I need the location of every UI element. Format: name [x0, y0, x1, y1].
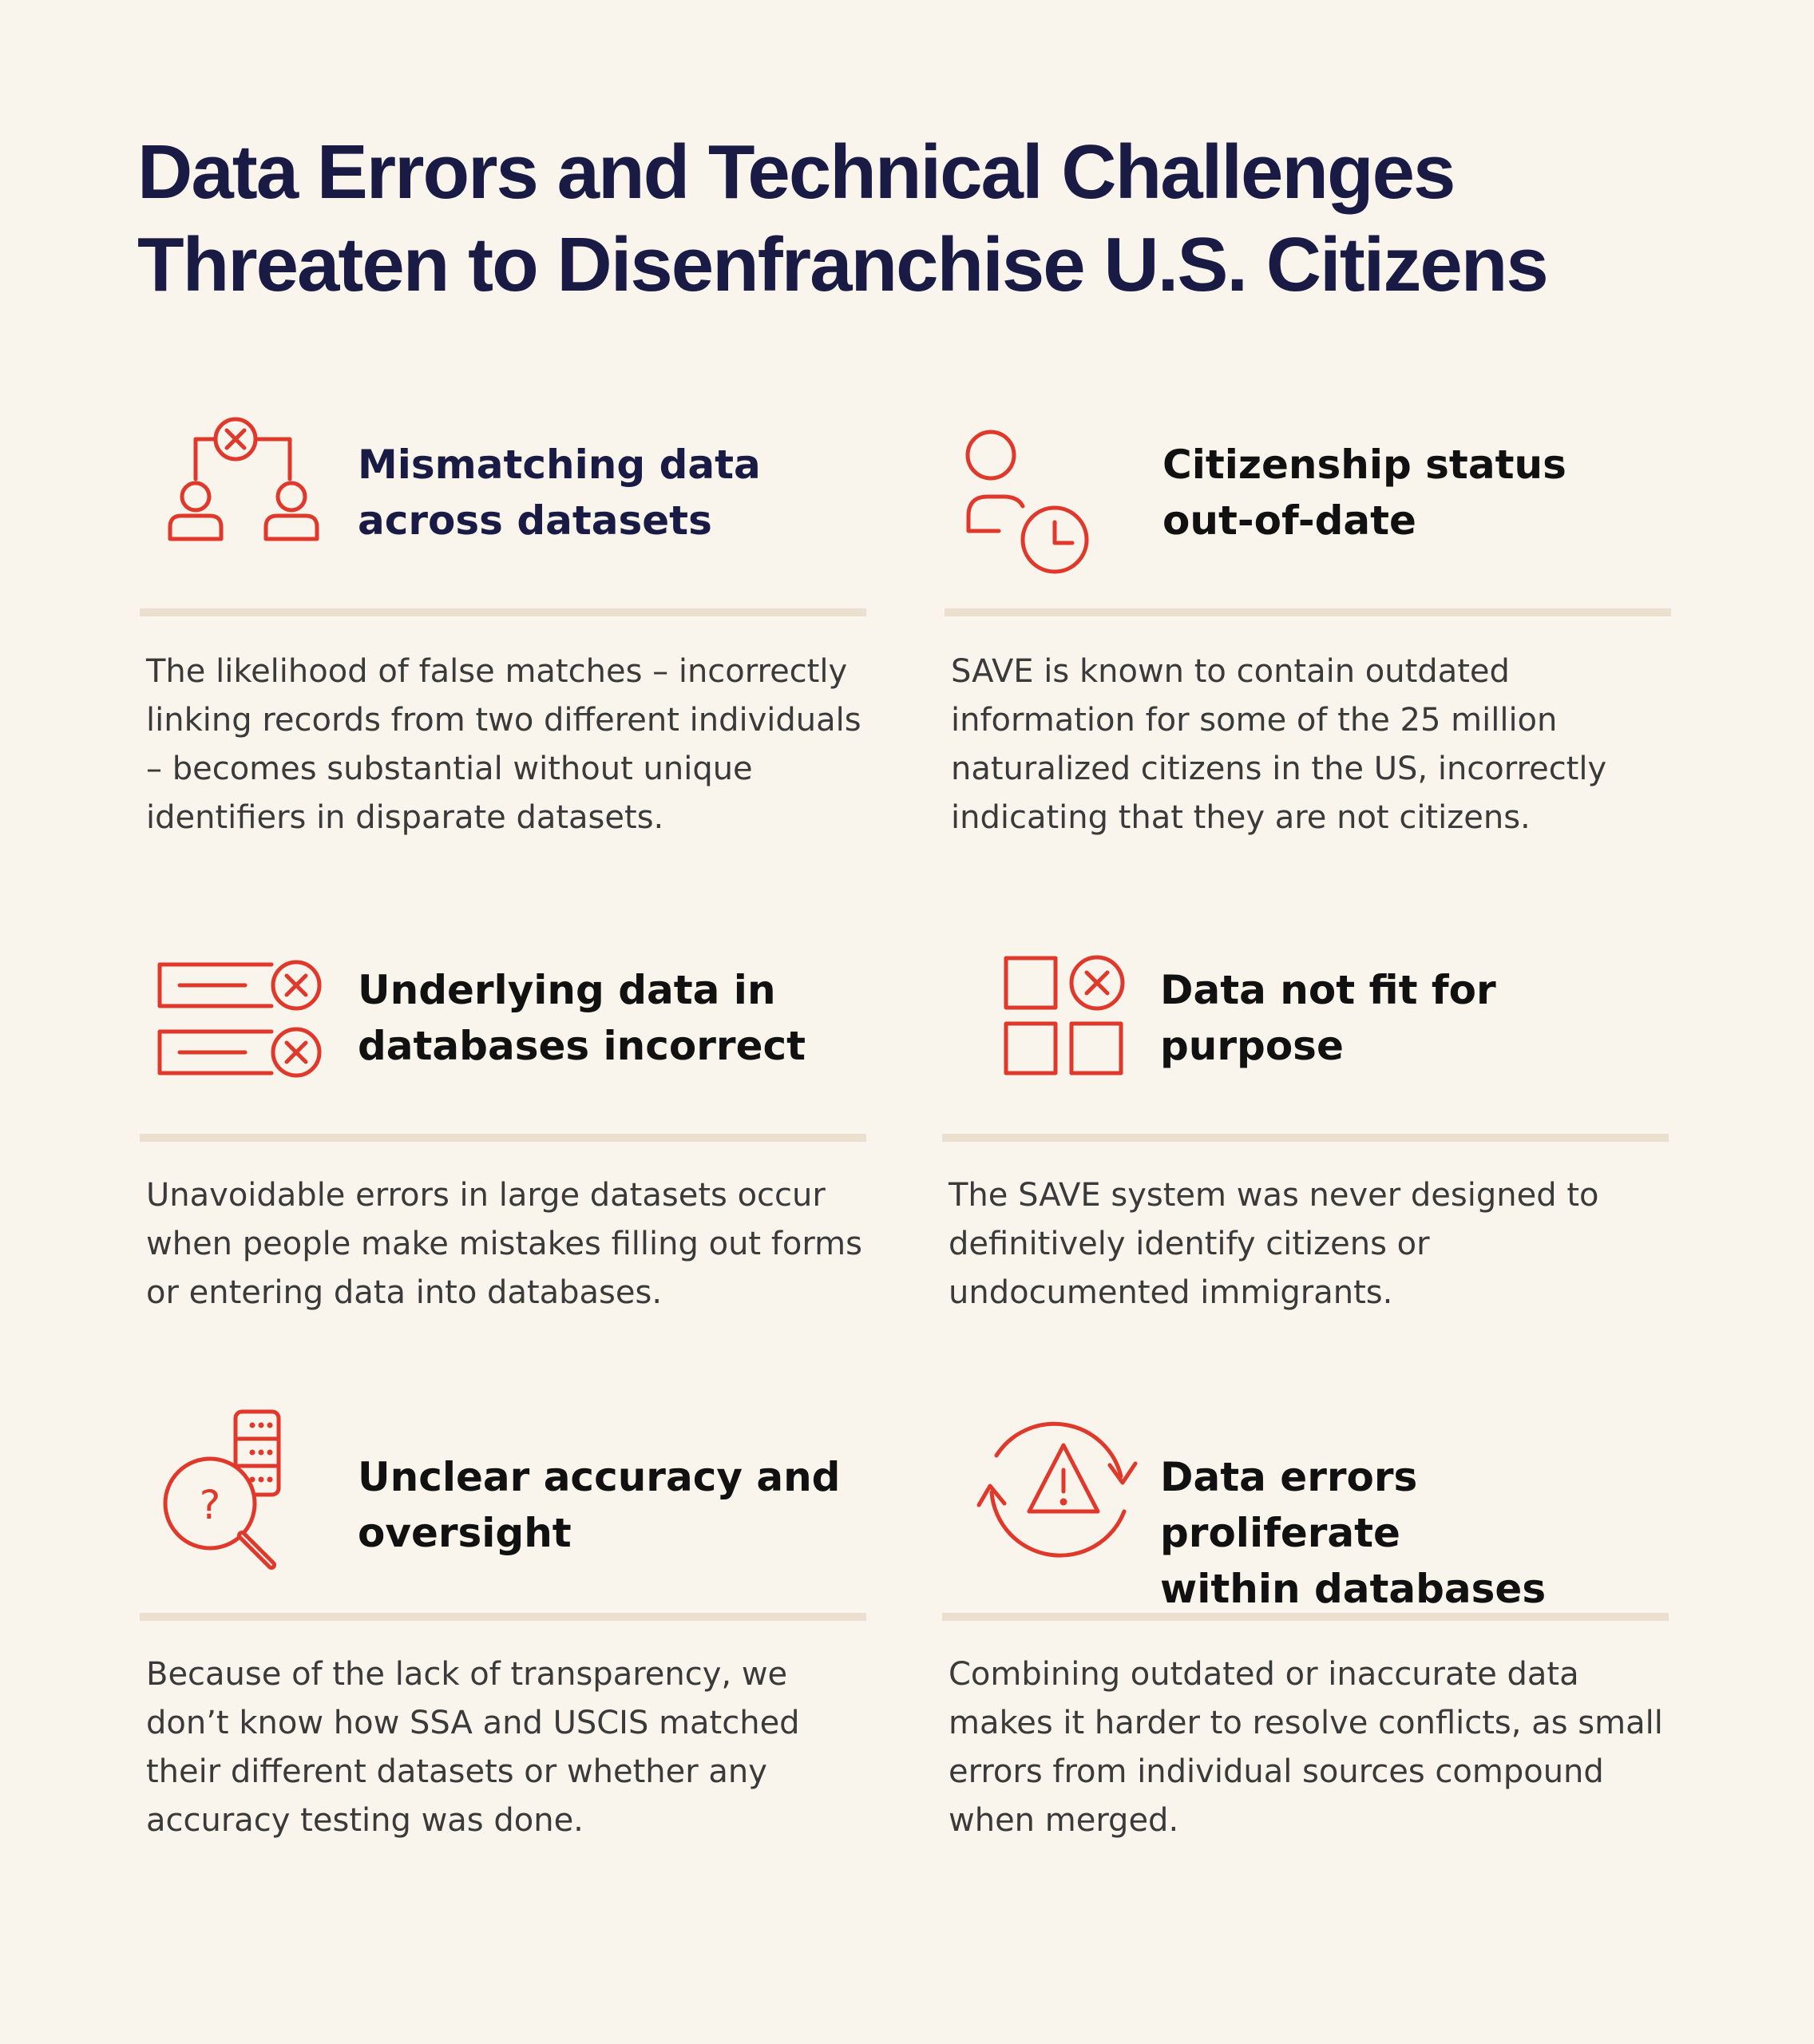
heading-line-2: across datasets [358, 497, 712, 544]
heading-line-1: Unclear accuracy and [358, 1454, 841, 1500]
title-line-1: Data Errors and Technical Challenges [137, 129, 1455, 215]
card-body: SAVE is known to contain outdated information for some of the 25 million naturalized citizens in the US, incorrectly indicating that they are not citizens. [951, 653, 1607, 836]
mismatch-records-icon [148, 407, 339, 583]
divider [140, 1134, 866, 1142]
user-clock-icon [953, 407, 1144, 583]
heading-line-2: out-of-date [1162, 497, 1416, 544]
heading-line-2: oversight [358, 1510, 572, 1556]
card-body: Because of the lack of transparency, we don’t know how SSA and USCIS matched their different datasets or whether any accuracy testing was done. [146, 1656, 800, 1839]
divider [140, 608, 866, 616]
card-heading [358, 437, 861, 549]
card-body: Combining outdated or inaccurate data makes it harder to resolve conflicts, as small errors from individual sources compound when merged. [949, 1656, 1663, 1839]
title-line-2: Threaten to Disenfranchise U.S. Citizens [137, 222, 1547, 307]
card-heading [358, 1449, 861, 1561]
card-heading [1162, 437, 1665, 549]
card-body: Unavoidable errors in large datasets occur when people make mistakes filling out forms or entering data into databases. [146, 1177, 862, 1311]
heading-line-1: Data errors proliferate [1160, 1454, 1418, 1556]
heading-line-2: purpose [1160, 1023, 1344, 1069]
heading-line-2: within databases [1160, 1566, 1547, 1612]
divider [942, 1613, 1669, 1621]
page-title [137, 126, 1654, 311]
card-heading [358, 962, 861, 1074]
card-heading [1160, 1449, 1663, 1617]
card-body: The likelihood of false matches – incorrectly linking records from two different individuals – becomes substantial without unique identifiers in disparate datasets. [146, 653, 861, 836]
svg-text:?: ? [199, 1482, 221, 1528]
divider [140, 1613, 866, 1621]
heading-line-1: Citizenship status [1162, 442, 1566, 488]
heading-line-2: databases incorrect [358, 1023, 806, 1069]
card-body: The SAVE system was never designed to definitively identify citizens or undocumented immigrants. [949, 1177, 1599, 1311]
warning-cycle-icon [950, 1409, 1142, 1585]
heading-line-1: Mismatching data [358, 442, 761, 488]
question-search-server-icon [148, 1409, 339, 1585]
heading-line-1: Underlying data in [358, 967, 776, 1013]
divider [942, 1134, 1669, 1142]
heading-line-1: Data not fit for [1160, 967, 1496, 1013]
database-records-error-icon [148, 942, 339, 1118]
card-heading [1160, 962, 1663, 1074]
grid-error-icon [950, 942, 1142, 1118]
divider [945, 608, 1671, 616]
